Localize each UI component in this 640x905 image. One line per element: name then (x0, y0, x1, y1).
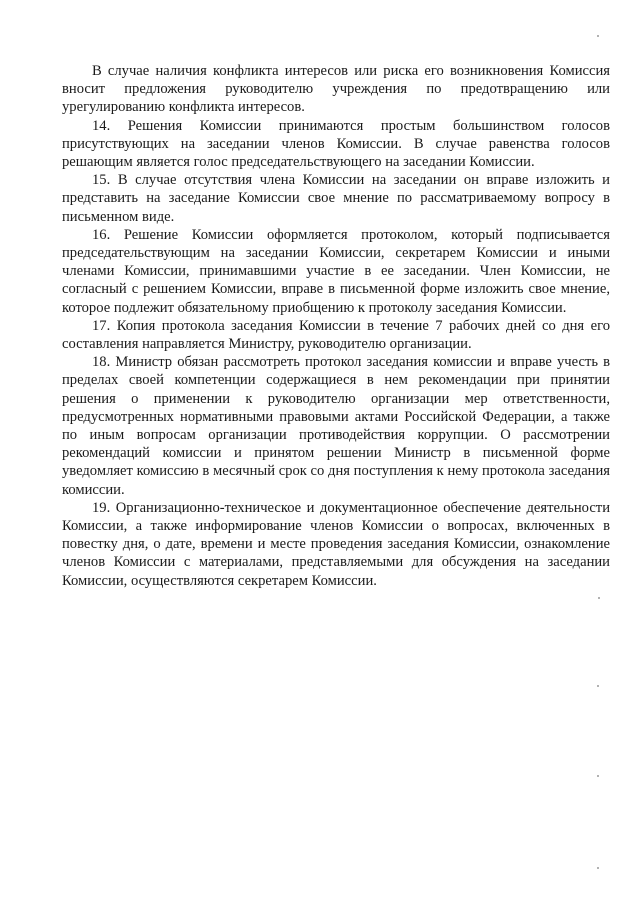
scan-speck (598, 597, 600, 599)
scan-speck (597, 867, 599, 869)
paragraph-18: 18. Министр обязан рассмотреть протокол заседания комиссии и вправе учесть в пределах своей компетенции содержащиеся в нем рекомендации при принятии решения о применении к руководителю организации мер ответственности, предусмотренных нормативными правовыми актами Российской Федерации, а также по иным вопросам организации противодействия коррупции. О рассмотрении рекомендаций комиссии и принятом решении Министр в письменной форме уведомляет комиссию в месячный срок со дня поступления к нему протокола заседания комиссии. (62, 354, 610, 498)
scan-speck (597, 685, 599, 687)
paragraph-16: 16. Решение Комиссии оформляется протоколом, который подписывается председательствующим на заседании Комиссии, секретарем Комиссии и иными членами Комиссии, принимавшими участие в ее заседании. Член Комиссии, не согласный с решением Комиссии, вправе в письменной форме изложить свое мнение, которое подлежит обязательному приобщению к протоколу заседания Комиссии. (62, 226, 610, 316)
paragraph-14: 14. Решения Комиссии принимаются простым большинством голосов присутствующих на заседании членов Комиссии. В случае равенства голосов решающим является голос председательствующего на заседании Комиссии. (62, 117, 610, 171)
scan-speck (597, 35, 599, 37)
document-body (62, 62, 610, 590)
paragraph-conflict-of-interest: В случае наличия конфликта интересов или риска его возникновения Комиссия вносит предложения руководителю учреждения по предотвращению или урегулированию конфликта интересов. (62, 63, 610, 116)
scan-speck (597, 775, 599, 777)
paragraph-17: 17. Копия протокола заседания Комиссии в течение 7 рабочих дней со дня его составления направляется Министру, руководителю организации. (62, 317, 610, 353)
paragraph-15: 15. В случае отсутствия члена Комиссии на заседании он вправе изложить и представить на заседание Комиссии свое мнение по рассматриваемому вопросу в письменном виде. (62, 172, 610, 225)
paragraph-19: 19. Организационно-техническое и документационное обеспечение деятельности Комиссии, а также информирование членов Комиссии о вопросах, включенных в повестку дня, о дате, времени и месте проведения заседания Комиссии, ознакомление членов Комиссии с материалами, представляемыми для обсуждения на заседании Комиссии, осуществляются секретарем Комиссии. (62, 499, 610, 589)
